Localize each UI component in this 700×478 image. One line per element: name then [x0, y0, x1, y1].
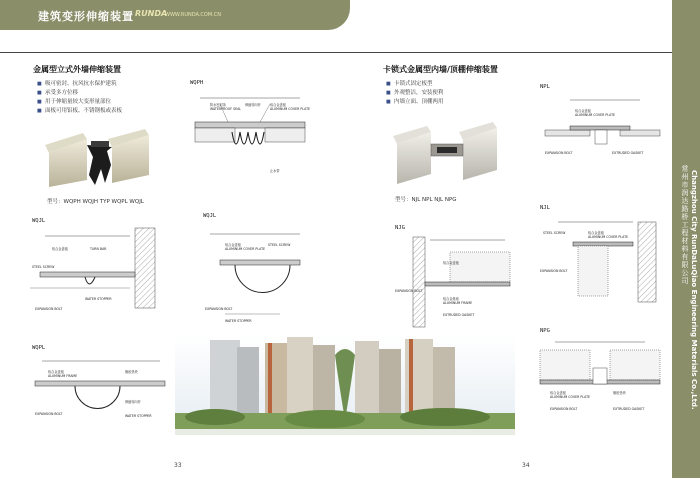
- list-item: ■ 内墙立面、顶棚两用: [386, 98, 444, 107]
- label-steel-screw-jl: STEEL SCREW: [32, 265, 55, 269]
- label-extruded-npg: EXTRUDED GASKET: [613, 407, 645, 411]
- label-anchor-npg: EXPANSION BOLT: [550, 407, 578, 411]
- fig-label-wqph: WQPH: [190, 80, 204, 86]
- page-number-left: 33: [174, 462, 182, 469]
- left-models-caption: 型号：WQPH WQJH TYP WQPL WQJL: [47, 199, 144, 205]
- label-turn-bar-pl: 伸缩转向杆: [125, 400, 141, 404]
- npg-drawing: [535, 338, 665, 423]
- label-waterproof-seal: 防水密封条: [210, 103, 226, 107]
- label-cover-plate: 铝合金盖板: [270, 103, 286, 107]
- label-gasket-njg: EXTRUDED GASKET: [443, 313, 475, 317]
- wall-joint-photo: [45, 125, 150, 190]
- njl-drawing: [538, 212, 663, 307]
- label-aluminum-cover-arc: ALUMINUM COVER PLATE: [225, 247, 266, 251]
- label-anchor-npl: EXPANSION BOLT: [545, 151, 573, 155]
- label-aluminum-cover-npg: ALUMINUM COVER PLATE: [550, 395, 591, 399]
- right-section-title: 卡锁式金属型内墙/顶棚伸缩装置: [383, 65, 498, 74]
- label-aluminum-frame-njg: ALUMINUM FRAME: [443, 301, 473, 305]
- wqjl-arc-drawing: [200, 222, 315, 332]
- label-gasket-npg: 橡胶垫块: [613, 391, 626, 395]
- label-frame-njg: 铝合金基座: [443, 297, 459, 301]
- label-cover-plate-jl: 铝合金盖板: [52, 247, 68, 251]
- label-anchor-njg: EXPANSION BOLT: [395, 289, 423, 293]
- label-gasket-npl: EXTRUDED GASKET: [612, 151, 644, 155]
- label-cover-plate-njg: 铝合金盖板: [443, 261, 459, 265]
- brand-url: WWW.RUNDA.COM.CN: [165, 12, 221, 18]
- label-turn-bar: 伸缩转向杆: [245, 103, 261, 107]
- list-item: ■ 外观整洁，安装便利: [386, 89, 444, 98]
- list-item: ■ 用于伸缩量较大变形量部位: [37, 98, 122, 107]
- fig-label-njg: NJG: [395, 225, 405, 231]
- page-title: 建筑变形伸缩装置: [38, 10, 134, 23]
- label-cover-plate-njl: 铝合金盖板: [588, 231, 604, 235]
- label-cover-plate-pl: 铝合金盖板: [48, 370, 64, 374]
- fig-label-wqjl: WQJL: [32, 218, 46, 224]
- right-feature-list: [386, 80, 444, 107]
- top-divider: [0, 52, 672, 53]
- fig-label-npg: NPG: [540, 328, 550, 334]
- label-water-stopper-jl: WATER STOPPER: [85, 297, 112, 301]
- label-gasket-pl: 橡胶垫块: [125, 370, 138, 374]
- wqph-drawing: [190, 92, 310, 182]
- label-anchor-pl: EXPANSION BOLT: [35, 412, 63, 416]
- label-aluminum-cover-npl: ALUMINUM COVER PLATE: [575, 113, 616, 117]
- brand-logo: RUNDA: [135, 9, 168, 18]
- label-anchor-arc: EXPANSION BOLT: [205, 307, 233, 311]
- right-models-caption: 型号：NJL NPL NJL NPG: [395, 197, 457, 203]
- label-anchor-jl: EXPANSION BOLT: [35, 307, 63, 311]
- interior-joint-photo: [393, 122, 498, 187]
- wqpl-drawing: [30, 355, 170, 435]
- fig-label-npl: NPL: [540, 84, 550, 90]
- left-feature-list: [37, 80, 122, 116]
- label-cover-plate-npg: 铝合金盖板: [550, 391, 566, 395]
- list-item: ■ 面板可用铝板、不锈钢板或表板: [37, 107, 122, 116]
- label-steel-screw-njl: STEEL SCREW: [543, 231, 566, 235]
- cityscape-photo: [175, 335, 515, 435]
- label-anchor-njl: EXPANSION BOLT: [540, 269, 568, 273]
- njg-drawing: [395, 232, 520, 332]
- label-waterproof-en: WATERPROOF SEAL: [210, 107, 242, 111]
- label-cover-plate-arc: 铝合金盖板: [225, 243, 241, 247]
- fig-label-wqjl-2: WQJL: [203, 213, 217, 219]
- list-item: ■ 吸可密封、抗风抗水保护建筑: [37, 80, 122, 89]
- label-aluminum-cover: ALUMINUM COVER PLATE: [270, 107, 311, 111]
- list-item: ■ 承受多方位移: [37, 89, 122, 98]
- label-cover-plate-npl: 铝合金盖板: [575, 109, 591, 113]
- npl-drawing: [540, 96, 665, 171]
- page-number-right: 34: [522, 462, 530, 469]
- list-item: ■ 卡锁式固定板型: [386, 80, 444, 89]
- label-aluminum-frame-pl: ALUMINUM FRAME: [48, 374, 78, 378]
- company-name-en: Changzhou City RunDaLuQiao Engineering Materials Co.,Ltd.: [690, 170, 698, 410]
- label-turn-bar-jl: TURN BAR: [90, 247, 107, 251]
- fig-label-njl: NJL: [540, 205, 550, 211]
- fig-label-wqpl: WQPL: [32, 345, 46, 351]
- label-water-stopper-arc: WATER STOPPER: [225, 319, 252, 323]
- wqjl-drawing: [30, 228, 160, 318]
- label-steel-screw-arc: STEEL SCREW: [268, 243, 291, 247]
- label-aluminum-cover-njl: ALUMINUM COVER PLATE: [588, 235, 629, 239]
- label-water-stopper: 止水带: [270, 169, 280, 173]
- company-name-cn: 常州市润达路桥工程材料有限公司: [681, 165, 689, 285]
- label-water-stopper-pl: WATER STOPPER: [125, 414, 152, 418]
- left-section-title: 金属型立式外墙伸缩装置: [33, 65, 121, 74]
